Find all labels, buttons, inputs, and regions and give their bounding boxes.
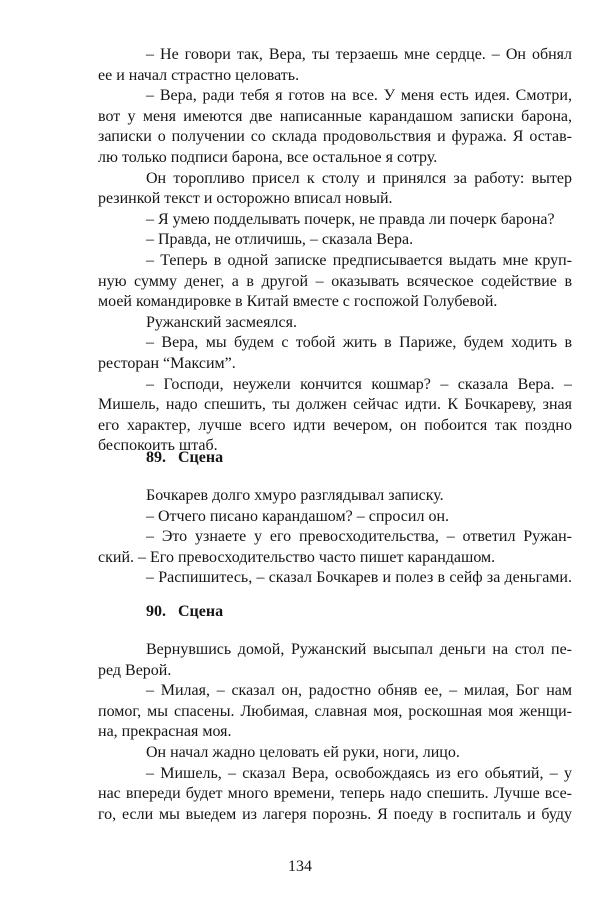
text-line: резинкой текст и осторожно вписал новый. (98, 190, 393, 208)
text-line: ную сумму денег, а в другой – оказывать всяческое содействие в (98, 272, 572, 290)
text-line: – Милая, – сказал он, радостно обняв ее, – милая, Бог нам (146, 682, 572, 700)
text-line: Он торопливо присел к столу и принялся за работу: вытер (146, 169, 572, 187)
text-line: нас впереди будет много времени, теперь надо спешить. Лучше все- (98, 785, 572, 803)
text-line: беспокоить штаб. (98, 437, 218, 455)
scene-89-heading: 89. Сцена (146, 449, 224, 466)
text-line: – Распишитесь, – сказал Бочкарев и полез в сейф за деньгами. (146, 569, 572, 587)
text-line: вот у меня имеются две написанные карандашом записки барона, (98, 107, 572, 125)
text-line: Вернувшись домой, Ружанский высыпал деньги на стол пе- (146, 641, 572, 658)
text-line: – Господи, неужели кончится кошмар? – сказала Вера. – (146, 375, 572, 393)
text-line: помог, мы спасены. Любимая, славная моя, роскошная моя женщи- (98, 702, 572, 720)
text-line: Он начал жадно целовать ей руки, ноги, лицо. (146, 743, 460, 761)
text-line: на, прекрасная моя. (98, 723, 232, 741)
page-number: 134 (288, 858, 312, 875)
scene-88-text (98, 45, 572, 457)
scene-90-heading: 90. Сцена (146, 603, 224, 620)
text-line: ред Верой. (98, 661, 172, 679)
text-line: го, если мы выедем из лагеря порознь. Я поеду в госпиталь и буду (98, 805, 572, 823)
scene-90-text (98, 640, 572, 825)
text-line: – Вера, мы будем с тобой жить в Париже, будем ходить в (146, 334, 572, 352)
text-line: – Мишель, – сказал Вера, освобождаясь из его обьятий, – у (146, 764, 572, 782)
text-line: моей командировке в Китай вместе с госпожой Голубевой. (98, 293, 498, 311)
text-line: ее и начал страстно целовать. (98, 66, 300, 84)
text-line: Ружанский засмеялся. (146, 313, 297, 331)
text-line: лю только подписи барона, все остальное я сотру. (98, 148, 438, 166)
scene-89-text (98, 486, 572, 589)
text-line: – Я умею подделывать почерк, не правда ли почерк барона? (146, 210, 555, 228)
text-line: – Это узнаете у его превосходительства, – ответил Ружан- (146, 528, 572, 546)
text-line: ресторан “Максим”. (98, 354, 236, 372)
text-line: ский. – Его превосходительство часто пишет карандашом. (98, 548, 496, 566)
text-line: – Вера, ради тебя я готов на все. У меня есть идея. Смотри, (146, 87, 572, 105)
text-line: его характер, лучше всего идти вечером, он побоится так поздно (98, 416, 572, 434)
text-line: – Правда, не отличишь, – сказала Вера. (146, 231, 414, 249)
text-line: записки о получении со склада продовольствия и фуража. Я остав- (98, 128, 572, 146)
text-line: – Не говори так, Вера, ты терзаешь мне сердце. – Он обнял (146, 46, 572, 63)
text-line: – Теперь в одной записке предписывается выдать мне круп- (146, 251, 572, 269)
text-line: Бочкарев долго хмуро разглядывал записку. (146, 487, 444, 504)
text-line: Мишель, надо спешить, ты должен сейчас идти. К Бочкареву, зная (98, 396, 572, 414)
text-line: – Отчего писано карандашом? – спросил он. (146, 507, 449, 525)
